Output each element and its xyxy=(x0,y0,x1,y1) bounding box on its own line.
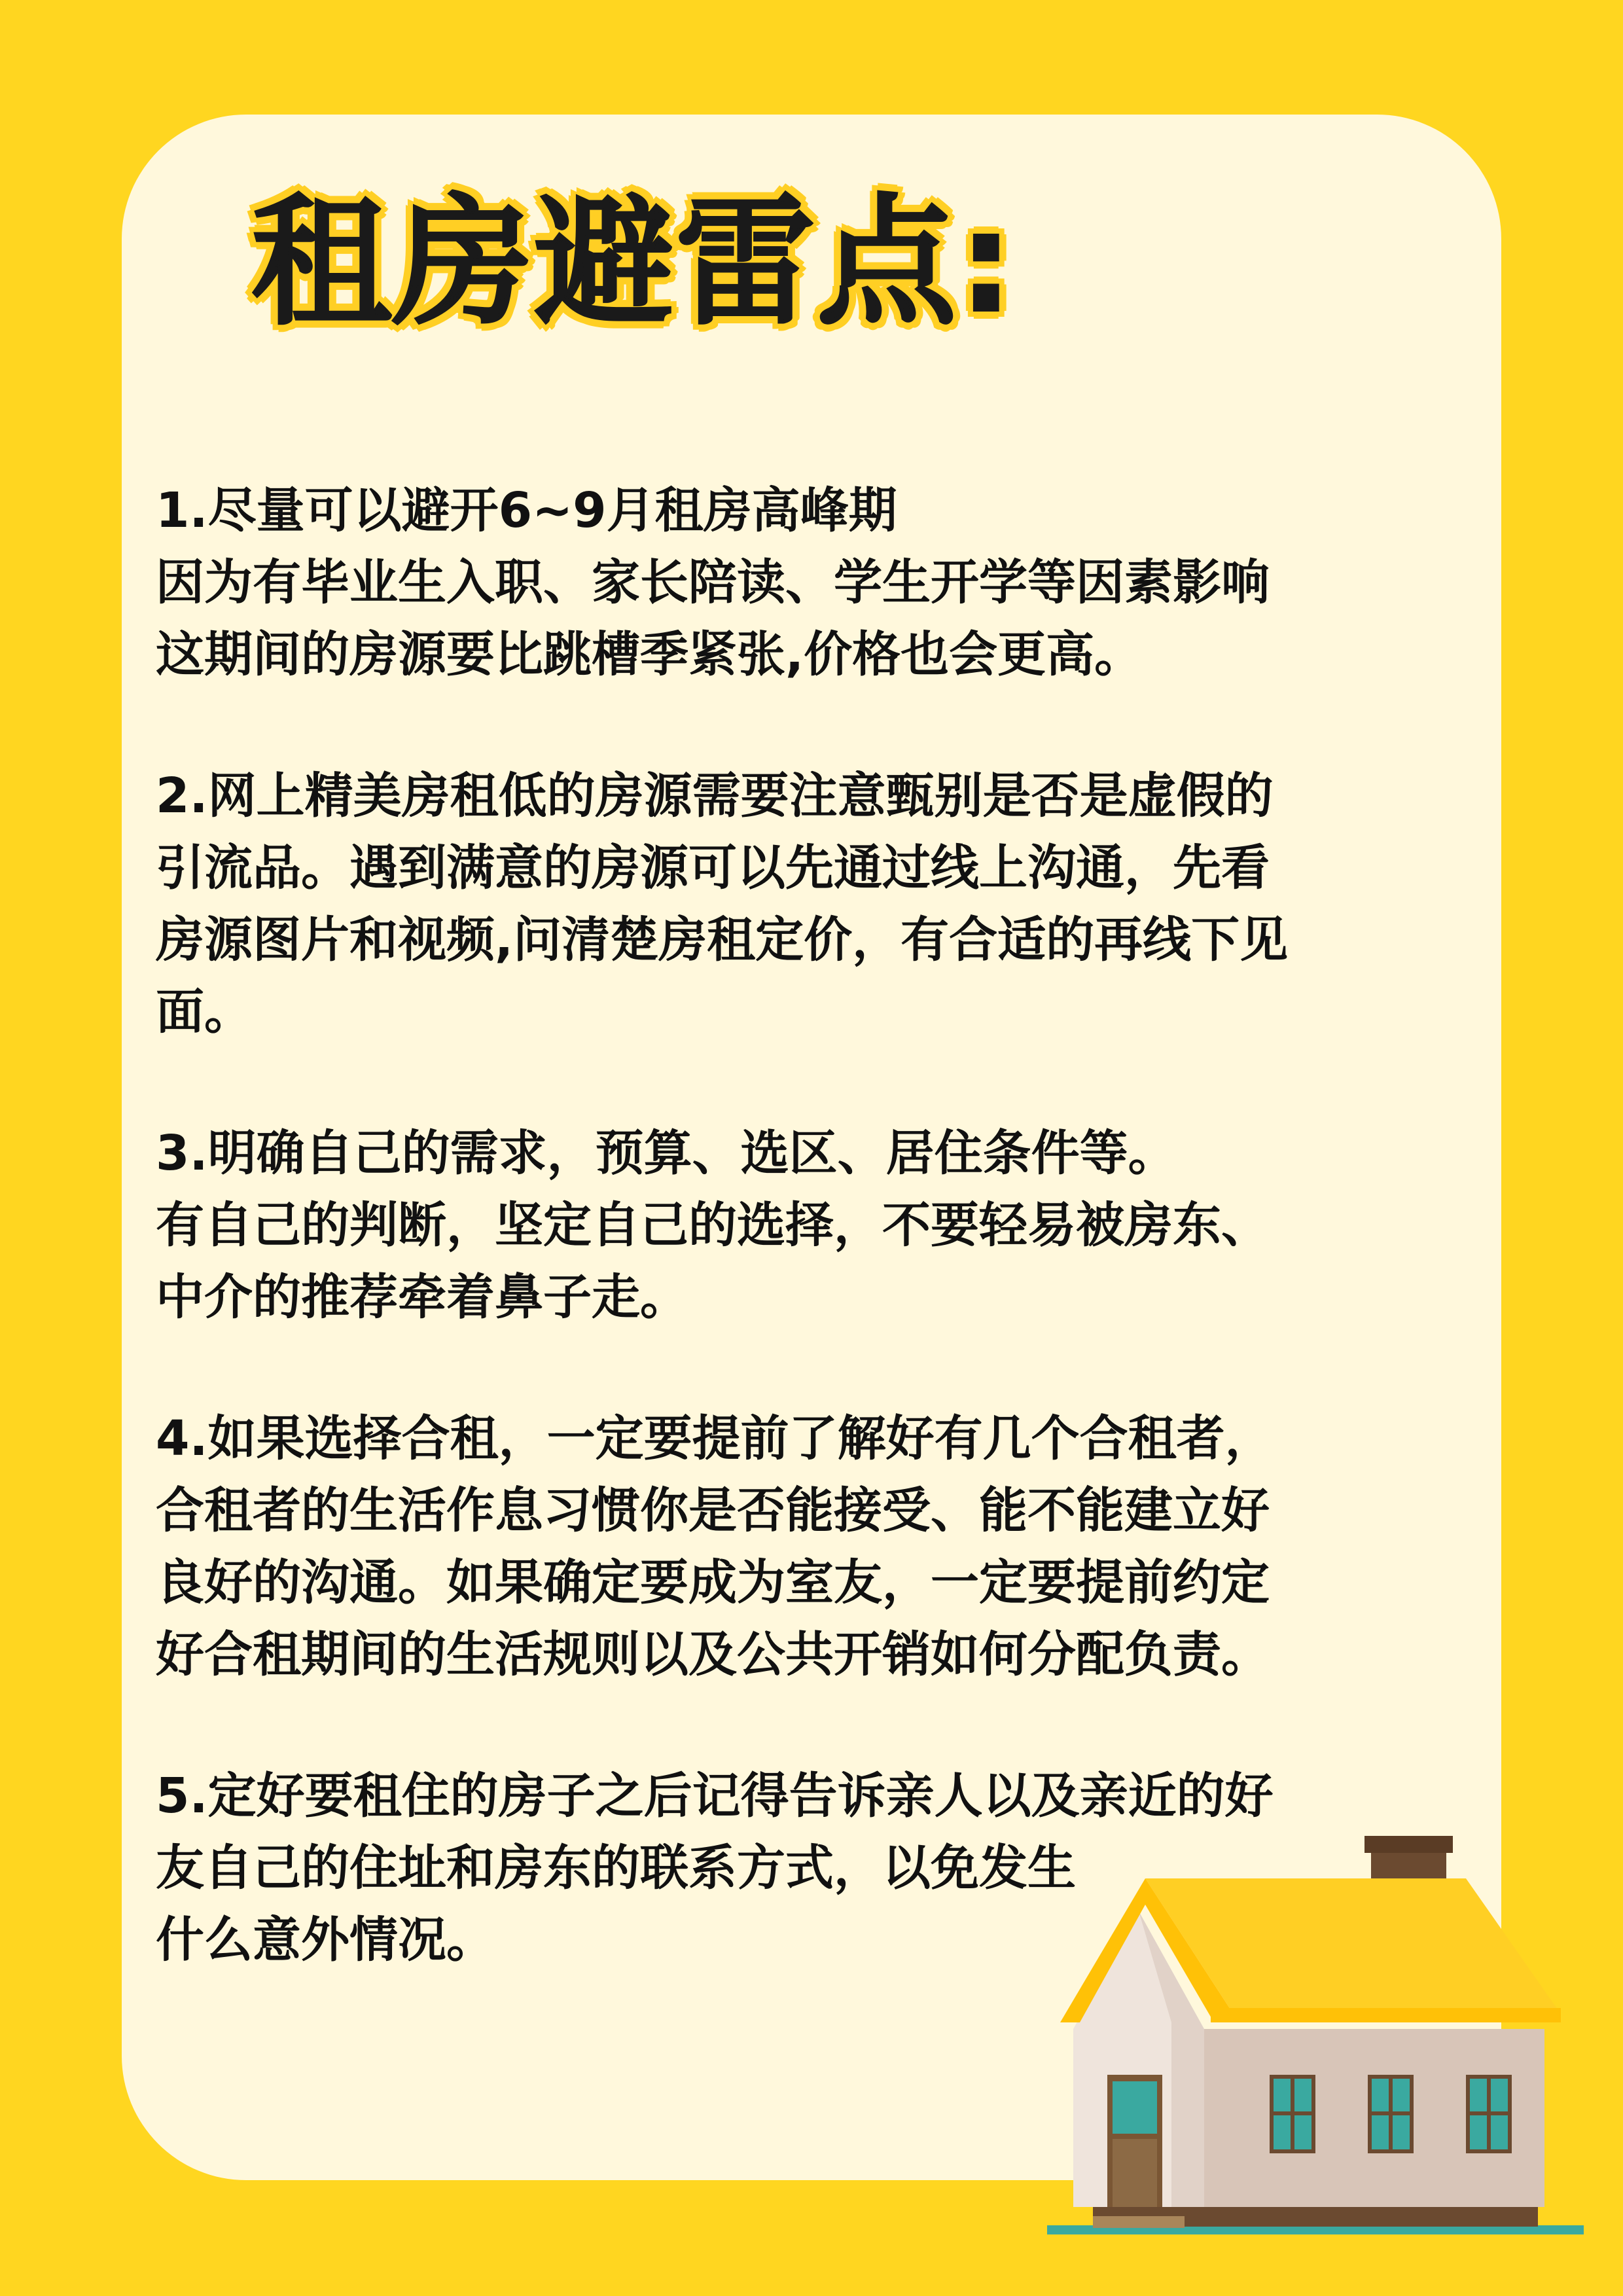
tip-line: 5.定好要租住的房子之后记得告诉亲人以及亲近的好 xyxy=(156,1768,1274,1824)
tip-line: 因为有毕业生入职、家长陪读、学生开学等因素影响 xyxy=(156,554,1270,611)
page-title: 租房避雷点: xyxy=(251,181,1016,344)
chimney-cap xyxy=(1364,1836,1453,1853)
tip-line: 好合租期间的生活规则以及公共开销如何分配负责。 xyxy=(156,1626,1270,1683)
roof-fascia xyxy=(1211,2008,1561,2022)
door-panel xyxy=(1113,2139,1157,2207)
tip-line: 引流品。遇到满意的房源可以先通过线上沟通，先看 xyxy=(156,840,1270,896)
tip-line: 有自己的判断，坚定自己的选择，不要轻易被房东、 xyxy=(156,1197,1270,1253)
tip-line: 2.网上精美房租低的房源需要注意甄别是否是虚假的 xyxy=(156,768,1274,824)
tip-line: 这期间的房源要比跳槽季紧张,价格也会更高。 xyxy=(156,626,1143,683)
house-step xyxy=(1093,2216,1185,2228)
tip-item xyxy=(156,760,1491,1048)
tip-line: 中介的推荐牵着鼻子走。 xyxy=(156,1269,688,1325)
house-icon xyxy=(1047,1826,1597,2245)
window xyxy=(1368,2075,1414,2153)
tip-line: 1.尽量可以避开6~9月租房高峰期 xyxy=(156,482,897,539)
tips-list xyxy=(156,475,1491,2045)
tip-line: 3.明确自己的需求，预算、选区、居住条件等。 xyxy=(156,1125,1177,1181)
tip-line: 面。 xyxy=(156,984,253,1040)
tip-item xyxy=(156,1117,1491,1333)
tip-line: 友自己的住址和房东的联系方式，以免发生 xyxy=(156,1840,1076,1896)
tip-item xyxy=(156,1403,1491,1691)
tip-line: 良好的沟通。如果确定要成为室友，一定要提前约定 xyxy=(156,1554,1270,1611)
tip-line: 合租者的生活作息习惯你是否能接受、能不能建立好 xyxy=(156,1482,1270,1539)
tip-line: 房源图片和视频,问清楚房租定价，有合适的再线下见 xyxy=(156,912,1289,968)
window xyxy=(1270,2075,1315,2153)
tip-item xyxy=(156,475,1491,691)
door-window xyxy=(1113,2081,1157,2134)
window xyxy=(1466,2075,1512,2153)
tip-line: 4.如果选择合租，一定要提前了解好有几个合租者， xyxy=(156,1410,1274,1467)
tip-line: 什么意外情况。 xyxy=(156,1912,495,1968)
